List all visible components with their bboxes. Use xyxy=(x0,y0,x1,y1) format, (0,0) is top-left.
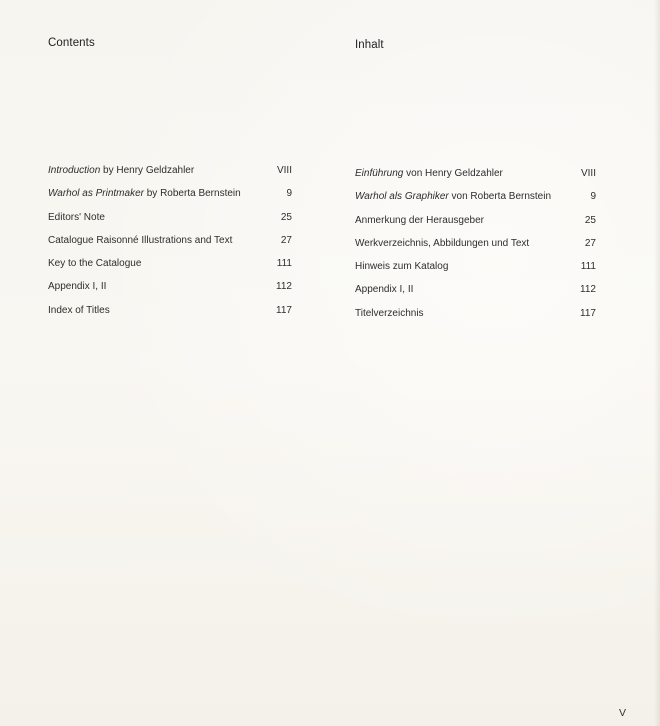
german-toc-list xyxy=(355,167,596,330)
toc-entry-title: Editors' Note xyxy=(48,211,105,223)
toc-entry-werkverzeichnis xyxy=(355,237,596,260)
page-number: V xyxy=(619,707,627,719)
toc-entry-title: Key to the Catalogue xyxy=(48,258,142,270)
toc-entry-page: 27 xyxy=(280,234,292,246)
toc-entry-key-to-catalogue xyxy=(48,257,292,280)
toc-entry-title: Warhol als Graphiker von Roberta Bernstein xyxy=(355,191,552,203)
toc-entry-titelverzeichnis xyxy=(355,307,596,330)
toc-entry-page: 111 xyxy=(276,258,292,270)
toc-entry-warhol-as-printmaker xyxy=(48,187,292,210)
toc-entry-page: 112 xyxy=(276,281,292,293)
toc-entry-title: Einführung von Henry Geldzahler xyxy=(355,168,503,179)
toc-entry-title: Warhol as Printmaker by Roberta Bernstein xyxy=(48,188,241,200)
toc-entry-title: Introduction by Henry Geldzahler xyxy=(48,165,195,176)
toc-entry-page: VIII xyxy=(580,168,596,179)
toc-entry-einfuehrung xyxy=(355,167,596,190)
toc-entry-page: 27 xyxy=(584,237,596,249)
english-toc-list xyxy=(48,164,292,327)
toc-entry-page: 25 xyxy=(584,214,596,226)
toc-entry-anmerkung xyxy=(355,214,596,237)
toc-entry-index-of-titles xyxy=(48,304,292,327)
toc-entry-title: Anmerkung der Herausgeber xyxy=(355,214,484,226)
toc-entry-appendix-de xyxy=(355,283,596,306)
toc-entry-introduction xyxy=(48,164,292,187)
toc-entry-page: 111 xyxy=(580,261,596,273)
toc-entry-page: 112 xyxy=(580,284,596,296)
toc-entry-appendix xyxy=(48,280,292,303)
page-edge-shadow xyxy=(654,0,660,726)
toc-entry-hinweis xyxy=(355,260,596,283)
contents-heading: Contents xyxy=(48,37,95,49)
toc-entry-title: Appendix I, II xyxy=(355,284,414,296)
toc-entry-editors-note xyxy=(48,211,292,234)
toc-entry-title: Index of Titles xyxy=(48,304,110,316)
toc-entry-page: 25 xyxy=(280,211,292,223)
toc-entry-catalogue-raisonne xyxy=(48,234,292,257)
toc-entry-title: Catalogue Raisonné Illustrations and Text xyxy=(48,234,233,246)
toc-entry-title: Titelverzeichnis xyxy=(355,307,424,319)
toc-entry-page: 9 xyxy=(590,191,596,203)
toc-entry-page: VIII xyxy=(276,165,292,176)
inhalt-heading: Inhalt xyxy=(355,39,384,51)
toc-entry-title: Appendix I, II xyxy=(48,281,107,293)
toc-entry-warhol-als-graphiker xyxy=(355,190,596,213)
toc-entry-title: Hinweis zum Katalog xyxy=(355,261,449,273)
toc-entry-page: 117 xyxy=(580,307,596,319)
toc-entry-page: 9 xyxy=(286,188,292,200)
toc-entry-page: 117 xyxy=(276,304,292,316)
toc-entry-title: Werkverzeichnis, Abbildungen und Text xyxy=(355,237,530,249)
